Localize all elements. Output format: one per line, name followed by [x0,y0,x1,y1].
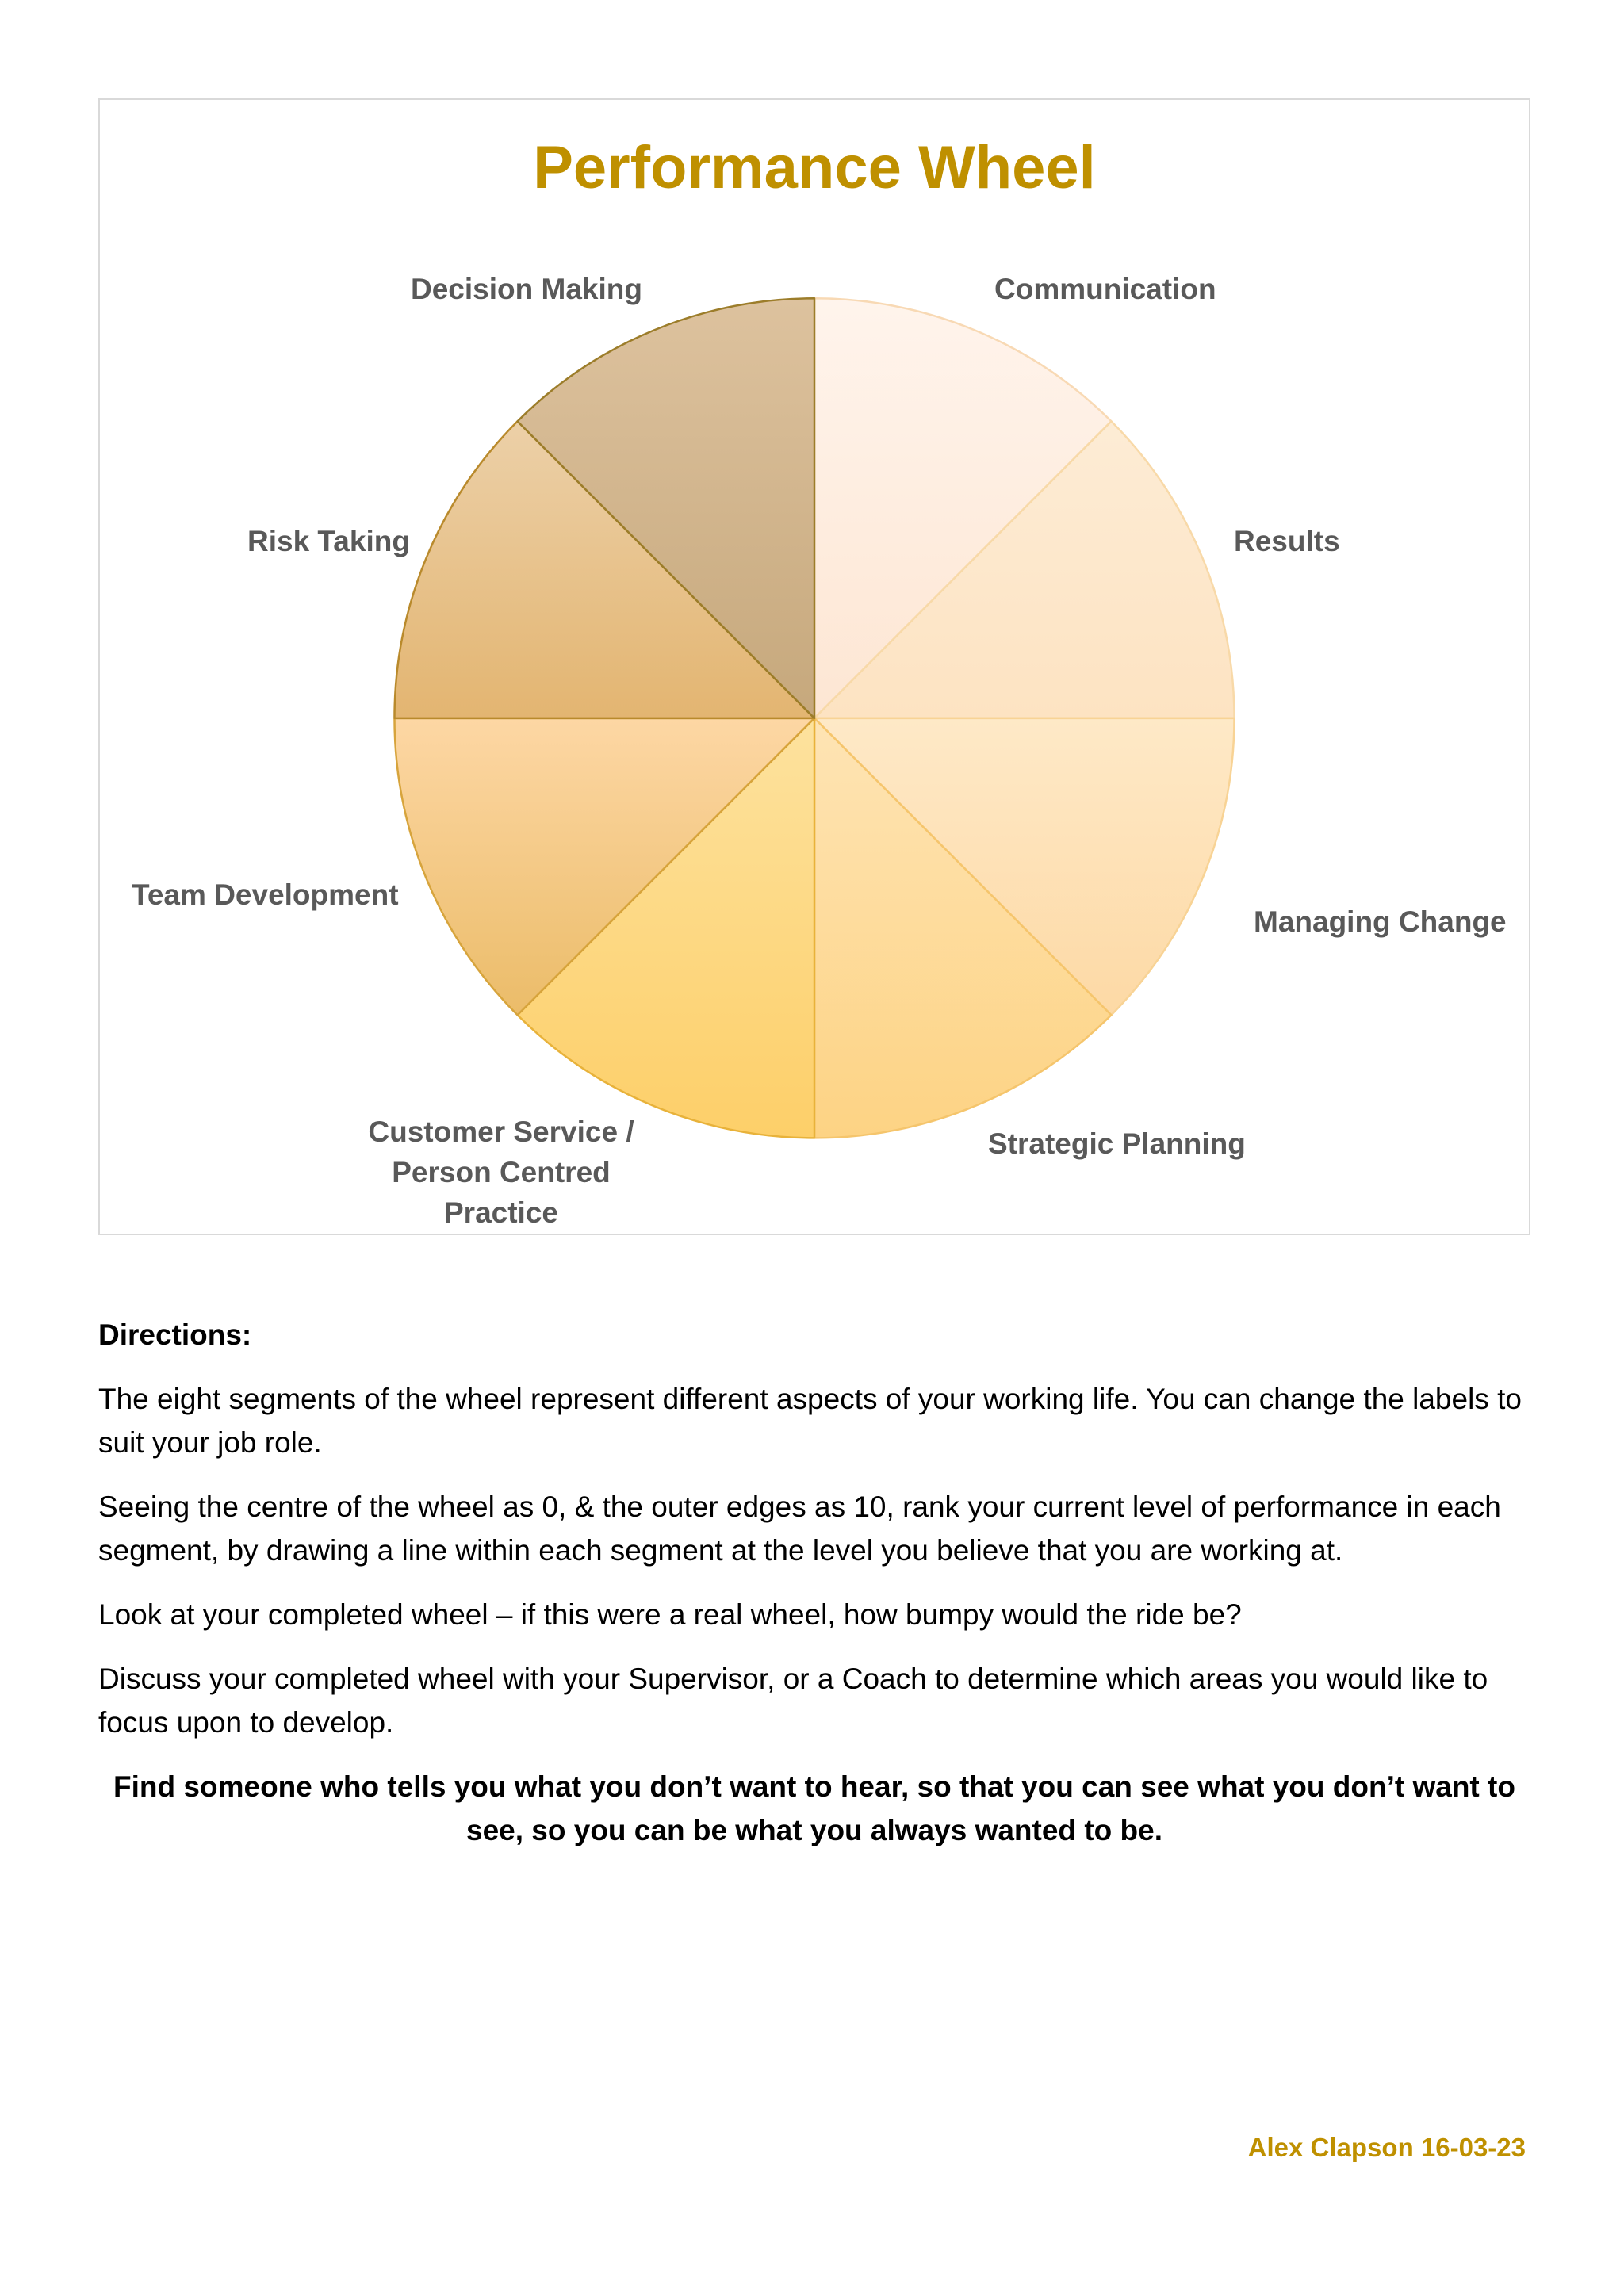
directions-section [98,1313,1530,1873]
directions-paragraph-4: Discuss your completed wheel with your Supervisor, or a Coach to determine which areas you would like to focus upon to develop. [98,1663,1488,1739]
directions-paragraph-3: Look at your completed wheel – if this were a real wheel, how bumpy would the ride be? [98,1598,1242,1631]
segment-label-customer-service: Customer Service / Person Centred Practice [368,1115,634,1229]
segment-label-team-development: Team Development [132,878,399,911]
directions-heading: Directions: [98,1318,252,1351]
segment-label-decision-making: Decision Making [411,273,642,305]
author-footer: Alex Clapson 16-03-23 [1247,2133,1526,2162]
directions-paragraph-2: Seeing the centre of the wheel as 0, & the outer edges as 10, rank your current level of performance in each segment, by drawing a line within each segment at the level you believe that you are working at. [98,1490,1501,1567]
segment-label-communication: Communication [994,273,1216,305]
performance-wheel-panel [98,98,1530,1235]
directions-paragraph-1: The eight segments of the wheel represent different aspects of your working life. You can change the labels to suit your job role. [98,1383,1522,1459]
segment-label-results: Results [1234,525,1340,557]
directions-quote: Find someone who tells you what you don’t want to hear, so that you can see what you don’t want to see, so you can be what you always wanted to be. [113,1770,1515,1846]
segment-label-strategic-planning: Strategic Planning [988,1127,1246,1160]
performance-wheel [100,100,1529,1234]
wheel-title: Performance Wheel [533,134,1096,201]
segment-label-risk-taking: Risk Taking [247,525,410,557]
segment-label-managing-change: Managing Change [1254,905,1507,938]
